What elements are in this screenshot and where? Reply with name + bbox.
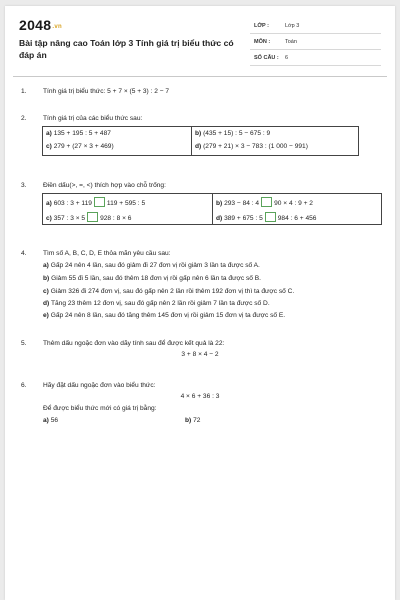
meta-count-label: SỐ CÂU : (254, 55, 279, 61)
expr-right: 928 : 8 × 6 (100, 215, 132, 222)
q3-item-d (216, 212, 316, 222)
option-value: 56 (50, 417, 59, 424)
item-expr: 279 + (27 × 3 + 469) (53, 143, 114, 150)
item-expr: 135 + 195 : 5 + 487 (53, 130, 111, 137)
expr-right: 984 : 6 + 456 (277, 215, 317, 222)
meta-class-label: LỚP : (254, 23, 269, 29)
q6-expression: 4 × 6 + 36 : 3 (180, 393, 220, 400)
question-text: Hãy đặt dấu ngoặc đơn vào biểu thức: (43, 382, 156, 389)
expr-left: 293 − 84 : 4 (224, 200, 260, 207)
item-text: Tăng 23 thêm 12 đơn vị, sau đó gấp nên 2 lần rồi giảm 7 lần ta được số D. (50, 300, 270, 307)
question-4 (5, 249, 395, 259)
worksheet-title: Bài tập nâng cao Toán lớp 3 Tính giá trị biểu thức có đáp án (19, 38, 234, 60)
q3-item-a (46, 197, 145, 207)
meta-class-value: Lớp 3 (285, 23, 300, 29)
item-label: c) (46, 143, 52, 150)
question-3 (5, 181, 395, 191)
item-text: Gấp 24 nên 4 lần, sau đó giảm đi 27 đơn vị rồi giảm 3 lần ta được số A. (50, 262, 260, 269)
option-label: b) (185, 417, 192, 424)
question-text: Tính giá trị của các biểu thức sau: (43, 115, 143, 122)
question-number: 4. (21, 250, 27, 257)
question-1 (5, 87, 395, 97)
header-divider (13, 76, 387, 77)
option-label: a) (43, 417, 49, 424)
option-value: 72 (193, 417, 201, 424)
question-number: 3. (21, 182, 27, 189)
q4-item-b (43, 275, 261, 282)
question-text: Điền dấu(>, =, <) thích hợp vào chỗ trống: (43, 182, 166, 189)
meta-count-value: 6 (285, 55, 289, 61)
meta-count (250, 50, 381, 66)
item-expr: (435 + 15) : 5 − 675 : 9 (203, 130, 271, 137)
worksheet-page (5, 6, 395, 600)
item-label: b) (216, 200, 223, 207)
q2-item-d (195, 143, 308, 150)
q4-item-e (43, 312, 285, 319)
q6-option-b (185, 417, 200, 424)
site-logo[interactable] (19, 17, 62, 33)
item-label: a) (46, 130, 52, 137)
answer-box[interactable] (261, 197, 272, 207)
question-number: 1. (21, 88, 27, 95)
item-label: d) (195, 143, 202, 150)
item-label: a) (46, 200, 52, 207)
item-label: b) (195, 130, 202, 137)
expr-left: 357 : 3 × 5 (53, 215, 86, 222)
q4-item-d (43, 300, 270, 307)
q3-item-b (216, 197, 313, 207)
item-label: d) (216, 215, 223, 222)
answer-box[interactable] (94, 197, 105, 207)
item-label: c) (43, 288, 49, 295)
q2-table-divider (191, 126, 192, 156)
question-text: Tính giá trị biểu thức: 5 + 7 × (5 + 3) : 2 − 7 (43, 88, 170, 95)
question-text: Thêm dấu ngoặc đơn vào dãy tính sau để được kết quả là 22: (43, 340, 225, 347)
question-number: 5. (21, 340, 27, 347)
question-5 (5, 339, 395, 349)
q6-subtext: Để được biểu thức mới có giá trị bằng: (43, 405, 157, 412)
expr-left: 389 + 675 : 5 (224, 215, 263, 222)
q3-item-c (46, 212, 131, 222)
item-text: Gấp 24 nên 8 lần, sau đó tăng thêm 145 đơn vị rồi giảm 15 đơn vị ta được số E. (50, 312, 286, 319)
q4-item-c (43, 288, 294, 295)
expr-right: 119 + 595 : 5 (106, 200, 146, 207)
q2-item-b (195, 130, 270, 137)
meta-subject-value: Toán (285, 39, 297, 45)
item-label: a) (43, 262, 49, 269)
q3-table-divider (212, 193, 213, 225)
meta-subject-label: MÔN : (254, 39, 271, 45)
item-text: Giảm 326 đi 274 đơn vị, sau đó gấp nên 2 lần rồi thêm 192 đơn vị thì ta được số C. (50, 288, 295, 295)
q4-item-a (43, 262, 260, 269)
question-2 (5, 114, 395, 124)
expr-right: 90 × 4 : 9 + 2 (274, 200, 313, 207)
answer-box[interactable] (265, 212, 276, 222)
item-label: e) (43, 312, 49, 319)
item-text: Giảm 55 đi 5 lần, sau đó thêm 18 đơn vị rồi gấp nên 6 lần ta được số B. (51, 275, 261, 282)
item-label: b) (43, 275, 50, 282)
item-label: d) (43, 300, 50, 307)
question-number: 6. (21, 382, 27, 389)
question-number: 2. (21, 115, 27, 122)
item-expr: (279 + 21) × 3 − 783 : (1 000 − 991) (203, 143, 308, 150)
question-6 (5, 381, 395, 391)
logo-text: 2048 (19, 17, 52, 33)
logo-suffix: .vn (52, 24, 62, 30)
meta-subject (250, 34, 381, 50)
answer-box[interactable] (87, 212, 98, 222)
q6-option-a (43, 417, 58, 424)
q2-item-c (46, 143, 114, 150)
expr-left: 603 : 3 + 119 (53, 200, 92, 207)
q5-expression: 3 + 8 × 4 − 2 (181, 351, 219, 358)
item-label: c) (46, 215, 52, 222)
meta-class (250, 18, 381, 34)
q2-item-a (46, 130, 111, 137)
question-text: Tìm số A, B, C, D, E thỏa mãn yêu cầu sau: (43, 250, 171, 257)
